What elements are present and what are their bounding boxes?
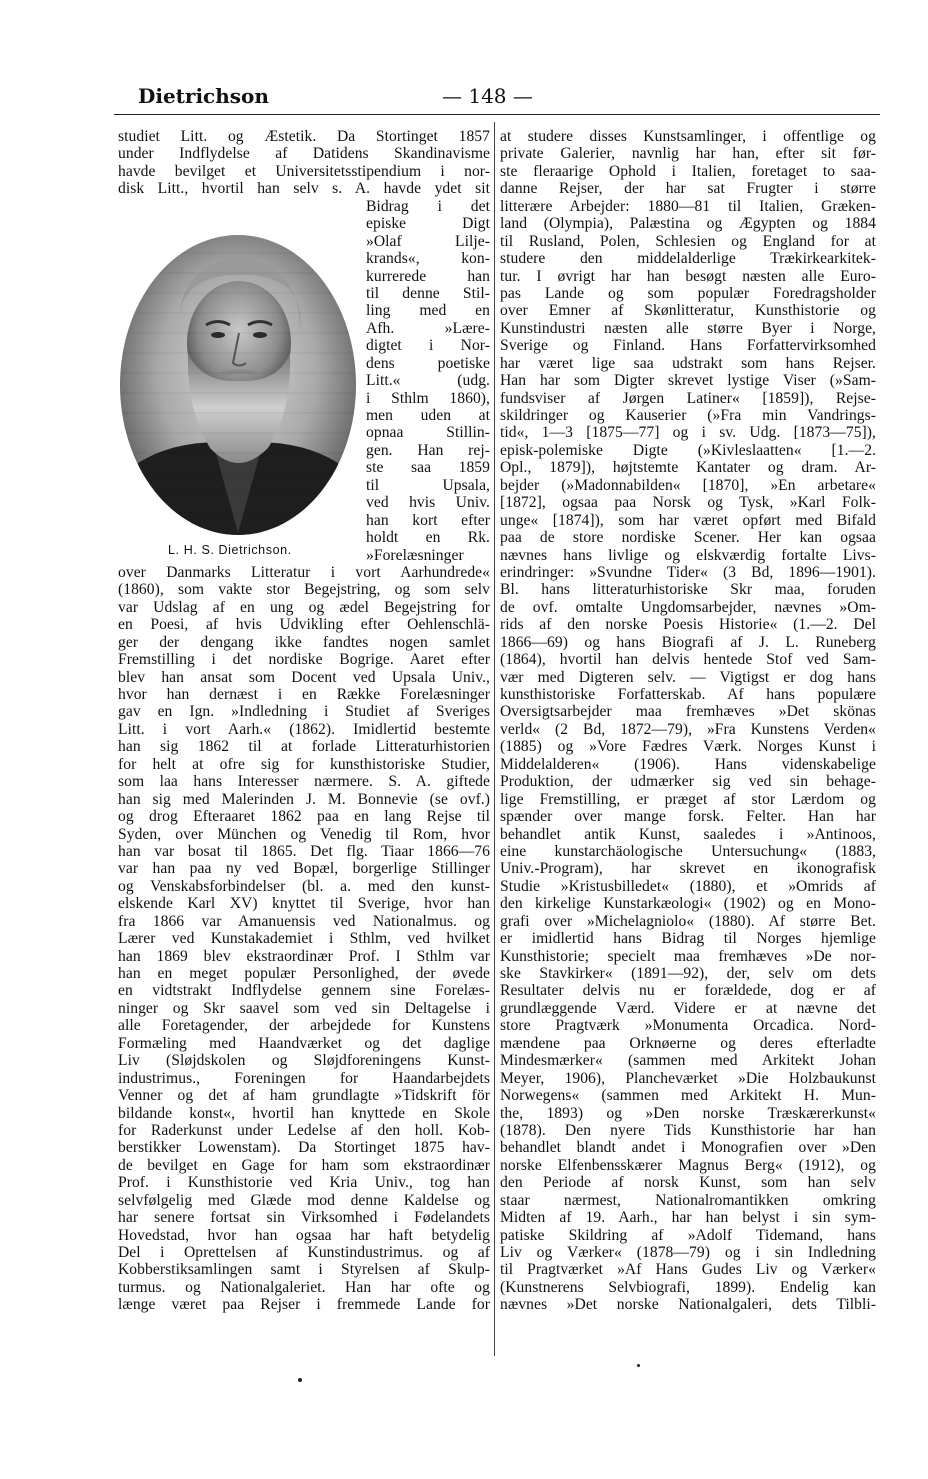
text-line: Bidrag i det	[366, 197, 490, 215]
text-line: en vidtstrakt Indflydelse gennem sine Forelæs-	[118, 982, 490, 1000]
text-line: bildande konst«, hvortil han knyttede en Skole	[118, 1104, 490, 1122]
column-divider	[494, 122, 495, 1356]
text-line: private Galerier, navnlig har han, efter sit før-	[500, 145, 876, 163]
text-line: kunsthistoriske Forfatterskab. Af hans populære	[500, 686, 876, 703]
text-line: land (Olympia), Palæstina og Ægypten og 1884	[500, 215, 876, 233]
text-line: erindringer: »Svundne Tider« (3 Bd, 1896—1901).	[500, 563, 876, 581]
text-line: Afh. »Lære-	[366, 319, 490, 337]
text-line: fra 1866 var Amanuensis ved Nationalmus. og	[118, 912, 490, 930]
text-line: ste fleraarige Ophold i Italien, foretaget to saa-	[500, 162, 876, 180]
text-line: selvfølgelig med Glæde mod denne Kaldelse og	[118, 1191, 490, 1209]
text-line: Bl. hans litteraturhistoriske Skr maa, foruden	[500, 581, 876, 599]
text-line: episk-polemiske Digte (»Kivleslaatten« [1.—2.	[500, 441, 876, 459]
text-line: ved hvis Univ.	[366, 494, 490, 512]
text-line: den kirkelige Kunstarkæologi« (1902) og en Mono-	[500, 895, 876, 913]
text-line: til Pragtværket »Af Hans Gudes Liv og Værker«	[500, 1261, 876, 1279]
text-line: patiske Skildring af »Adolf Tidemand, hans	[500, 1226, 876, 1244]
text-line: under Indflydelse af Datidens Skandinavisme	[118, 145, 490, 163]
text-line: Formæling med Haandværket og det daglige	[118, 1034, 490, 1052]
text-line: gav en Ign. »Indledning i Studiet af Sveriges	[118, 703, 490, 721]
text-line: behandlet blandt andet i Monografien over »Den	[500, 1139, 876, 1157]
text-line: de ovf. omtalte Ungdomsarbejder, nævnes »Om-	[500, 598, 876, 616]
text-line: han var bosat til 1865. Det flg. Tiaar 1866—76	[118, 842, 490, 860]
text-line: han sig med Malerinden J. M. Bonnevie (se ovf.)	[118, 790, 490, 808]
text-line: Oversigtsarbejder maa fremhæves »Det skönas	[500, 703, 876, 721]
text-line: fundsviser af Jørgen Latiner« [1859]), Rejse-	[500, 389, 876, 407]
text-line: men uden at	[366, 407, 490, 424]
text-line: danne Rejser, der har sat Frugter i større	[500, 180, 876, 198]
text-line: Norwegens« (sammen med Arkitekt H. Mun-	[500, 1087, 876, 1105]
text-line: Middelalderen« (1906). Hans videnskabelige	[500, 755, 876, 773]
text-line: studere den middelalderlige Trækirkearkitek-	[500, 250, 876, 268]
text-line: holdt en Rk.	[366, 529, 490, 547]
text-line: alle Foretagender, der arbejdede for Kunstens	[118, 1017, 490, 1035]
stray-mark	[298, 1378, 302, 1382]
text-line: kurrerede han	[366, 267, 490, 285]
text-line: gen. Han rej-	[366, 441, 490, 459]
text-line: industrimus., Foreningen for Haandarbejdets	[118, 1069, 490, 1087]
text-line: paa de store nordiske Scener. Her kan ogsaa	[500, 529, 876, 547]
text-line: en Poesi, af hvis Udvikling efter Oehlenschlä-	[118, 616, 490, 634]
text-line: tur. I øvrigt har han besøgt næsten alle Euro-	[500, 267, 876, 285]
text-line: turmus. og Nationalgaleriet. Han har ofte og	[118, 1278, 490, 1296]
text-line: til Rusland, Polen, Schlesien og England for at	[500, 232, 876, 250]
text-line: han kort efter	[366, 511, 490, 529]
text-line: pas Lande og som populær Foredragsholder	[500, 284, 876, 302]
text-line: (1878). Den nyere Tids Kunsthistorie har han	[500, 1121, 876, 1139]
text-line: over Emner af Skønlitteratur, Kunsthistorie og	[500, 302, 876, 320]
text-line: lige Fremstilling, er præget af stor Lærdom og	[500, 790, 876, 808]
text-line: norske Elfenbensskærer Magnus Berg« (1912), og	[500, 1156, 876, 1174]
text-line: (1885) og »Vore Fædres Værk. Norges Kunst i	[500, 738, 876, 756]
text-line: og drog Efteraaret 1862 paa en lang Rejse til	[118, 808, 490, 826]
text-line: for Raderkunst under Ledelse af den holl. Kob-	[118, 1121, 490, 1139]
text-line: Hovedstad, hvor han ogsaa har haft betydelig	[118, 1226, 490, 1244]
text-line: ske Stavkirker« (1891—92), der, selv om dets	[500, 965, 876, 982]
text-line: digtet i Nor-	[366, 337, 490, 355]
text-line: og Venskabsforbindelser (bl. a. med den kunst-	[118, 877, 490, 895]
text-line: (1860), som vakte stor Begejstring, og som selv	[118, 581, 490, 599]
text-line: Han har som Digter skrevet lystige Viser (»Sam-	[500, 372, 876, 390]
text-line: vær med Digteren selv. — Vigtigst er dog hans	[500, 668, 876, 686]
text-line: til denne Stil-	[366, 284, 490, 302]
stray-mark	[637, 1364, 640, 1367]
text-line: ste saa 1859	[366, 459, 490, 477]
text-line: Sverige og Finland. Hans Forfattervirksomhed	[500, 337, 876, 355]
text-line: »Olaf Lilje-	[366, 232, 490, 250]
text-line: Univ.-Program), har skrevet en ikonografisk	[500, 860, 876, 878]
text-line: berstikker Lowenstam). Da Stortinget 1875 hav-	[118, 1139, 490, 1157]
text-line: Produktion, der udmærker sig ved sin behage-	[500, 773, 876, 791]
text-line: er imidlertid hans Bidrag til Norges hjemlige	[500, 930, 876, 948]
text-line: bejder (»Madonnabilden« [1870], »En arbetare«	[500, 476, 876, 494]
text-line: elskende Karl XV) knyttet til Sverige, hvor han	[118, 895, 490, 913]
text-line: Resultater delvis nu er forældede, dog er af	[500, 982, 876, 1000]
text-line: Lærer ved Kunstakademiet i Sthlm, ved hvilket	[118, 930, 490, 948]
text-line: ger der dengang ikke fandtes nogen samlet	[118, 633, 490, 651]
text-line: har senere fortsat sin Virksomhed i Fødelandets	[118, 1209, 490, 1227]
text-line: (1864), hvortil han delvis hentede Stof ved Sam-	[500, 651, 876, 669]
text-line: unge« [1874]), som har været opført med Bifald	[500, 511, 876, 529]
text-line: Kunsthistorie; specielt maa fremhæves »De nor-	[500, 947, 876, 965]
text-line: de bevilget en Gage for ham som ekstraordinær	[118, 1156, 490, 1174]
text-line: Prof. i Kunsthistorie ved Kria Univ., tog han	[118, 1174, 490, 1192]
text-line: store Pragtværk »Monumenta Orcadica. Nord-	[500, 1017, 876, 1035]
text-line: 1866—69) og hans Biografi af J. L. Runeberg	[500, 633, 876, 651]
text-line: han 1869 blev ekstraordinær Prof. I Sthlm var	[118, 947, 490, 965]
text-line: behandlet antik Kunst, saaledes i »Antinoos,	[500, 825, 876, 843]
text-line: Meyer, 1906), Plancheværket »Die Holzbaukunst	[500, 1069, 876, 1087]
text-line: for helt at ofre sig for kunsthistoriske Studier,	[118, 755, 490, 773]
text-line: til Upsala,	[366, 476, 490, 494]
left-column	[118, 128, 490, 1314]
text-line: nævnes »Det norske Nationalgaleri, dets Tilbli-	[500, 1296, 876, 1314]
text-line: disk Litt., hvortil han selv s. A. havde ydet sit	[118, 180, 490, 198]
text-line: verld« (2 Bd, 1872—79), »Fra Kunstens Verden«	[500, 720, 876, 738]
text-line: (Kunstnerens Selvbiografi, 1899). Endelig kan	[500, 1278, 876, 1296]
text-line: Kunstindustri næsten alle større Byer i Norge,	[500, 319, 876, 337]
text-line: »Forelæsninger	[366, 546, 464, 564]
text-line: ling med en	[366, 302, 490, 320]
text-line: var Udslag af en ung og ædel Begejstring for	[118, 598, 490, 616]
text-line: har været lige saa udstrakt som hans Rejser.	[500, 354, 876, 372]
text-line: Liv og Værker« (1878—79) og i sin Indledning	[500, 1244, 876, 1261]
text-line: litterære Arbejder: 1880—81 til Italien, Græken-	[500, 197, 876, 215]
page-header	[138, 84, 878, 114]
text-line: Syden, over München og Venedig til Rom, hvor	[118, 825, 490, 843]
text-line: at studere disses Kunstsamlinger, i offentlige og	[500, 128, 876, 145]
text-line: ninger og Skr saavel som ved sin Deltagelse i	[118, 999, 490, 1017]
text-line: Liv (Sløjdskolen og Sløjdforeningens Kunst-	[118, 1052, 490, 1070]
text-line: Venner og det af ham grundlagte »Tidskrift för	[118, 1087, 490, 1105]
text-line: the, 1893) og »Den norske Træskærerkunst«	[500, 1104, 876, 1122]
text-line: han en meget populær Personlighed, der øvede	[118, 965, 490, 982]
running-title: Dietrichson	[138, 84, 269, 108]
header-rule	[114, 114, 880, 115]
text-line: Litt.« (udg.	[366, 372, 490, 390]
text-line: grafi over »Michelagniolo« (1880). Af større Bet.	[500, 912, 876, 930]
text-line: over Danmarks Litteratur i vort Aarhundrede«	[118, 563, 490, 581]
text-line: skildringer og Kauserier (»Fra min Vandrings-	[500, 407, 876, 424]
portrait-caption: L. H. S. Dietrichson.	[168, 543, 292, 557]
text-line: Midten af 19. Aarh., har han belyst i sin sym-	[500, 1209, 876, 1227]
text-line: Litt. i vort Aarh.« (1862). Imidlertid bestemte	[118, 720, 490, 738]
text-line: [1872], ogsaa paa Norsk og Tysk, »Karl Folk-	[500, 494, 876, 512]
page-number: — 148 —	[442, 84, 533, 108]
text-line: studiet Litt. og Æstetik. Da Stortinget 1857	[118, 128, 490, 145]
text-line: Del i Oprettelsen af Kunstindustrimus. og af	[118, 1244, 490, 1261]
text-line: blev han ansat som Docent ved Upsala Univ.,	[118, 668, 490, 686]
text-line: episke Digt	[366, 215, 490, 233]
text-line: Mindesmærker« (sammen med Arkitekt Johan	[500, 1052, 876, 1070]
text-line: Studie »Kristusbilledet« (1880), et »Omrids af	[500, 877, 876, 895]
text-line: opnaa Stillin-	[366, 424, 490, 442]
text-line: spænder over mange forsk. Felter. Han har	[500, 808, 876, 826]
text-line: hvor han dernæst i en Række Forelæsninger	[118, 686, 490, 703]
text-line: Opl., 1879]), højtstemte Kantater og dram. Ar-	[500, 459, 876, 477]
text-line: staar nærmest, Nationalromantikken omkring	[500, 1191, 876, 1209]
text-line: den Periode af norsk Kunst, som han selv	[500, 1174, 876, 1192]
right-column	[500, 128, 876, 1314]
text-line: eine kunstarchäologische Untersuchung« (1883,	[500, 842, 876, 860]
text-line: Kobberstiksamlingen samt i Styrelsen af Skulp-	[118, 1261, 490, 1279]
text-line: mændene paa Orknøerne og deres efterladte	[500, 1034, 876, 1052]
text-line: Fremstilling i det nordiske Bogrige. Aaret efter	[118, 651, 490, 669]
text-line: nævnes hans livlige og elskværdig fortalte Livs-	[500, 546, 876, 564]
text-line: rids af den norske Poesis Historie« (1.—2. Del	[500, 616, 876, 634]
text-line: dens poetiske	[366, 354, 490, 372]
text-line: var han paa ny ved Bopæl, borgerlige Stillinger	[118, 860, 490, 878]
text-line: han sig 1862 til at forlade Litteraturhistorien	[118, 738, 490, 756]
text-line: i Sthlm 1860),	[366, 389, 490, 407]
text-line: tid«, 1—3 [1875—77] og i sv. Udg. [1873—75]),	[500, 424, 876, 442]
text-line: længe været paa Rejser i fremmede Lande for	[118, 1296, 490, 1314]
text-line: havde bevilget et Universitetsstipendium i nor-	[118, 162, 490, 180]
text-line: krands«, kon-	[366, 250, 490, 268]
text-line: grundlæggende Værd. Videre er at nævne det	[500, 999, 876, 1017]
text-line: som laa hans Interesser nærmere. S. A. giftede	[118, 773, 490, 791]
